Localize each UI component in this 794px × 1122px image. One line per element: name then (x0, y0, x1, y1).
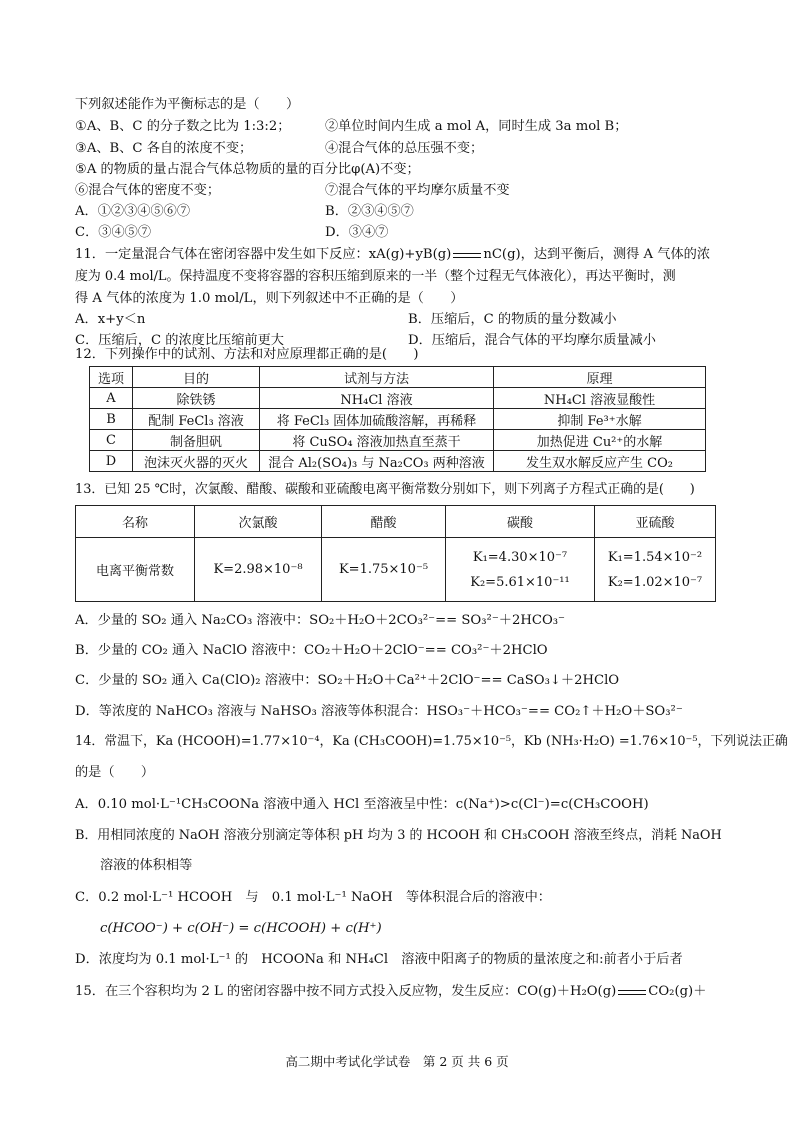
table-header-cell: 醋酸 (322, 506, 446, 538)
table-cell: C (90, 430, 133, 451)
equilibrium-arrow-icon (618, 988, 646, 996)
table-header-cell: 试剂与方法 (260, 367, 494, 388)
q15-line-1b: CO₂(g)＋ (648, 984, 707, 999)
q10-statement-6: ⑥混合气体的密度不变； (75, 183, 221, 198)
q13-option-a: A．少量的 SO₂ 通入 Na₂CO₃ 溶液中：SO₂＋H₂O＋2CO₃²⁻== SO₃²⁻＋2HCO₃⁻ (75, 613, 566, 628)
table-header-cell: 目的 (133, 367, 260, 388)
equilibrium-arrow-icon (453, 251, 481, 259)
table-cell: 将 CuSO₄ 溶液加热直至蒸干 (260, 430, 494, 451)
table-header-cell: 碳酸 (446, 506, 595, 538)
table-cell: 抑制 Fe³⁺水解 (494, 409, 706, 430)
q11-line-1a: 11．一定量混合气体在密闭容器中发生如下反应：xA(g)+yB(g) (75, 247, 452, 262)
page-footer: 高二期中考试化学试卷 第 2 页 共 6 页 (285, 1054, 509, 1069)
q12-stem: 12．下列操作中的试剂、方法和对应原理都正确的是( ) (75, 347, 419, 362)
q11-option-b: B．压缩后，C 的物质的量分数减小 (408, 312, 617, 327)
q13-option-b: B．少量的 CO₂ 通入 NaClO 溶液中：CO₂＋H₂O＋2ClO⁻== CO₃²⁻＋2HClO (75, 643, 548, 658)
table-cell: 混合 Al₂(SO₄)₃ 与 Na₂CO₃ 两种溶液 (260, 451, 494, 472)
q14-line-1: 14．常温下，Ka (HCOOH)=1.77×10⁻⁴，Ka (CH₃COOH)=1.75×10⁻⁵，Kb (NH₃·H₂O) =1.76×10⁻⁵，下列说法正确 (75, 734, 788, 749)
q14-option-b-1: B．用相同浓度的 NaOH 溶液分别滴定等体积 pH 均为 3 的 HCOOH 和 CH₃COOH 溶液至终点，消耗 NaOH (75, 828, 722, 843)
q11-line-1b: nC(g)，达到平衡后，测得 A 气体的浓 (483, 247, 711, 262)
q12-table (89, 366, 706, 472)
q15-line-1 (75, 983, 706, 1001)
table-cell-acetic: K=1.75×10⁻⁵ (322, 538, 446, 602)
q14-option-c-2: c(HCOO⁻) + c(OH⁻) = c(HCOOH) + c(H⁺) (100, 921, 382, 936)
table-cell: 配制 FeCl₃ 溶液 (133, 409, 260, 430)
q10-option-a: A．①②③④⑤⑥⑦ (75, 204, 191, 219)
table-row (90, 430, 706, 451)
table-cell-carbonic (446, 538, 595, 602)
q10-statement-1: ①A、B、C 的分子数之比为 1:3:2； (75, 119, 291, 134)
table-cell: D (90, 451, 133, 472)
q10-statement-7: ⑦混合气体的平均摩尔质量不变 (325, 183, 510, 198)
table-header-cell: 名称 (76, 506, 195, 538)
q15-line-1a: 15．在三个容积均为 2 L 的密闭容器中按不同方式投入反应物，发生反应：CO(g)＋H₂O(g) (75, 984, 617, 999)
q13-option-c: C．少量的 SO₂ 通入 Ca(ClO)₂ 溶液中：SO₂＋H₂O＋Ca²⁺＋2ClO⁻== CaSO₃↓＋2HClO (75, 673, 620, 688)
q10-option-b: B．②③④⑤⑦ (325, 204, 414, 219)
k1-value: K₁=4.30×10⁻⁷ (472, 549, 568, 565)
q14-option-c-1: C．0.2 mol·L⁻¹ HCOOH 与 0.1 mol·L⁻¹ NaOH 等体积混合后的溶液中： (75, 890, 551, 905)
table-row (90, 388, 706, 409)
q14-line-2: 的是（ ） (75, 765, 155, 780)
q13-stem: 13．已知 25 ℃时，次氯酸、醋酸、碳酸和亚硫酸电离平衡常数分别如下，则下列离子方程式正确的是( ) (75, 482, 695, 497)
q10-option-c: C．③④⑤⑦ (75, 225, 152, 240)
k2-value: K₂=1.02×10⁻⁷ (607, 574, 703, 590)
q14-option-d: D．浓度均为 0.1 mol·L⁻¹ 的 HCOONa 和 NH₄Cl 溶液中阳离子的物质的量浓度之和:前者小于后者 (75, 952, 683, 967)
table-cell: 除铁锈 (133, 388, 260, 409)
q13-option-d: D．等浓度的 NaHCO₃ 溶液与 NaHSO₃ 溶液等体积混合：HSO₃⁻＋HCO₃⁻== CO₂↑＋H₂O＋SO₃²⁻ (75, 704, 683, 719)
q11-option-d: D．压缩后，混合气体的平均摩尔质量减小 (408, 333, 656, 348)
table-header-row (76, 506, 716, 538)
q14-option-b-2: 溶液的体积相等 (100, 858, 193, 873)
q10-option-d: D．③④⑦ (325, 225, 389, 240)
q11-line-3: 得 A 气体的浓度为 1.0 mol/L，则下列叙述中不正确的是（ ） (75, 291, 464, 306)
table-row (76, 538, 716, 602)
q14-option-a: A．0.10 mol·L⁻¹CH₃COONa 溶液中通入 HCl 至溶液呈中性：c(Na⁺)>c(Cl⁻)=c(CH₃COOH) (75, 797, 649, 812)
table-row (90, 409, 706, 430)
table-header-row (90, 367, 706, 388)
table-header-cell: 次氯酸 (195, 506, 322, 538)
table-cell: 加热促进 Cu²⁺的水解 (494, 430, 706, 451)
table-row (90, 451, 706, 472)
q11-option-a: A．x+y＜n (75, 312, 146, 327)
table-cell: A (90, 388, 133, 409)
table-header-cell: 选项 (90, 367, 133, 388)
table-cell: 将 FeCl₃ 固体加硫酸溶解，再稀释 (260, 409, 494, 430)
table-row-label: 电离平衡常数 (76, 538, 195, 602)
table-cell: B (90, 409, 133, 430)
q10-statement-5: ⑤A 的物质的量占混合气体总物质的量的百分比φ(A)不变； (75, 162, 420, 177)
q11-line-2: 度为 0.4 mol/L。保持温度不变将容器的容积压缩到原来的一半（整个过程无气体液化），再达平衡时，测 (75, 269, 676, 284)
table-cell-sulfurous (595, 538, 716, 602)
table-cell: NH₄Cl 溶液 (260, 388, 494, 409)
q13-table (75, 505, 716, 602)
q11-line-1 (75, 246, 710, 264)
q10-statement-2: ②单位时间内生成 a mol A，同时生成 3a mol B； (325, 119, 628, 134)
k2-value: K₂=5.61×10⁻¹¹ (470, 574, 570, 590)
table-header-cell: 原理 (494, 367, 706, 388)
q10-statement-3: ③A、B、C 各自的浓度不变； (75, 141, 253, 156)
table-header-cell: 亚硫酸 (595, 506, 716, 538)
table-cell: NH₄Cl 溶液显酸性 (494, 388, 706, 409)
k1-value: K₁=1.54×10⁻² (607, 549, 703, 565)
q11-option-c: C．压缩后，C 的浓度比压缩前更大 (75, 333, 284, 348)
table-cell: 泡沫灭火器的灭火 (133, 451, 260, 472)
q10-stem: 下列叙述能作为平衡标志的是（ ） (75, 97, 300, 112)
table-cell-hclo: K=2.98×10⁻⁸ (195, 538, 322, 602)
q10-statement-4: ④混合气体的总压强不变； (325, 141, 484, 156)
table-cell: 制备胆矾 (133, 430, 260, 451)
table-cell: 发生双水解反应产生 CO₂ (494, 451, 706, 472)
